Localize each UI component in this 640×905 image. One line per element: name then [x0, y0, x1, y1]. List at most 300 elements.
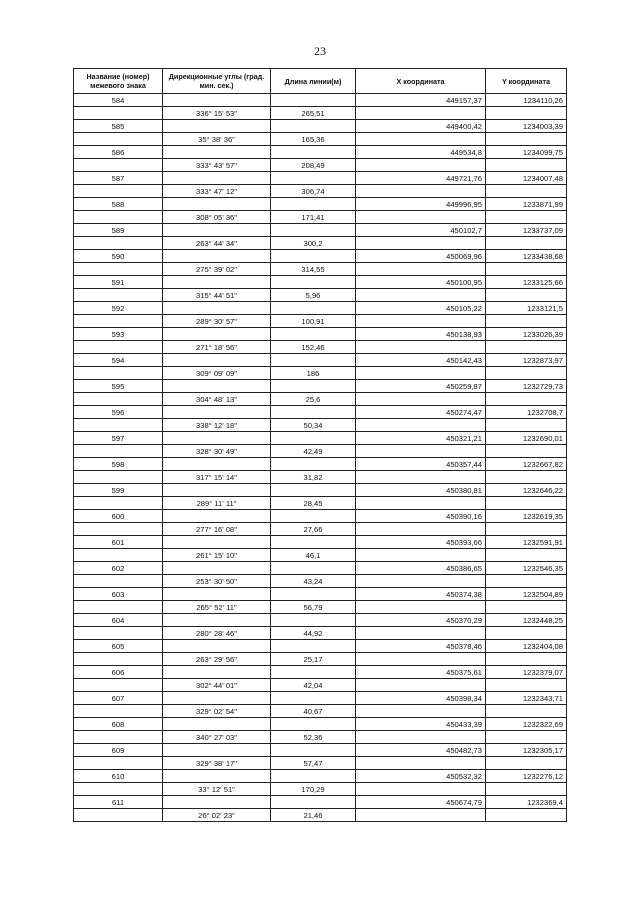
empty-cell — [271, 432, 356, 445]
table-row-point — [74, 536, 567, 549]
empty-cell — [486, 601, 567, 614]
table-row-segment — [74, 419, 567, 432]
empty-cell — [486, 159, 567, 172]
y-coordinate-cell: 1234007,48 — [486, 172, 567, 185]
x-coordinate-cell: 450386,65 — [356, 562, 486, 575]
empty-cell — [486, 731, 567, 744]
table-row-segment — [74, 601, 567, 614]
empty-cell — [356, 523, 486, 536]
empty-cell — [486, 679, 567, 692]
direction-angle-cell: 333° 47' 12" — [163, 185, 271, 198]
y-coordinate-cell: 1233121,5 — [486, 302, 567, 315]
x-coordinate-cell: 450390,16 — [356, 510, 486, 523]
table-row-point — [74, 484, 567, 497]
table-row-point — [74, 198, 567, 211]
line-length-cell: 43,24 — [271, 575, 356, 588]
empty-cell — [356, 185, 486, 198]
line-length-cell: 44,92 — [271, 627, 356, 640]
y-coordinate-cell: 1233737,09 — [486, 224, 567, 237]
y-coordinate-cell: 1234003,39 — [486, 120, 567, 133]
empty-cell — [356, 809, 486, 822]
empty-cell — [356, 705, 486, 718]
empty-cell — [356, 419, 486, 432]
table-row-segment — [74, 809, 567, 822]
x-coordinate-cell: 450138,93 — [356, 328, 486, 341]
empty-cell — [486, 523, 567, 536]
empty-cell — [271, 484, 356, 497]
line-length-cell: 25,6 — [271, 393, 356, 406]
empty-cell — [271, 614, 356, 627]
x-coordinate-cell: 450433,39 — [356, 718, 486, 731]
y-coordinate-cell: 1232369,4 — [486, 796, 567, 809]
x-coordinate-cell: 449400,42 — [356, 120, 486, 133]
empty-cell — [74, 107, 163, 120]
table-row-point — [74, 380, 567, 393]
point-name-cell: 600 — [74, 510, 163, 523]
empty-cell — [356, 653, 486, 666]
x-coordinate-cell: 450142,43 — [356, 354, 486, 367]
y-coordinate-cell: 1232873,97 — [486, 354, 567, 367]
empty-cell — [271, 224, 356, 237]
table-row-segment — [74, 679, 567, 692]
table-row-point — [74, 510, 567, 523]
empty-cell — [74, 185, 163, 198]
table-row-point — [74, 614, 567, 627]
empty-cell — [163, 224, 271, 237]
x-coordinate-cell: 449157,37 — [356, 94, 486, 107]
empty-cell — [163, 406, 271, 419]
line-length-cell: 52,36 — [271, 731, 356, 744]
table-row-point — [74, 354, 567, 367]
direction-angle-cell: 336° 15' 53" — [163, 107, 271, 120]
table-row-segment — [74, 289, 567, 302]
empty-cell — [486, 471, 567, 484]
x-coordinate-cell: 450375,61 — [356, 666, 486, 679]
point-name-cell: 592 — [74, 302, 163, 315]
direction-angle-cell: 333° 43' 57" — [163, 159, 271, 172]
empty-cell — [163, 770, 271, 783]
x-coordinate-cell: 450398,34 — [356, 692, 486, 705]
x-coordinate-cell: 450274,47 — [356, 406, 486, 419]
header-name: Название (номер) межевого знака — [74, 69, 163, 94]
empty-cell — [356, 471, 486, 484]
empty-cell — [163, 536, 271, 549]
x-coordinate-cell: 450259,87 — [356, 380, 486, 393]
empty-cell — [163, 588, 271, 601]
empty-cell — [486, 367, 567, 380]
point-name-cell: 608 — [74, 718, 163, 731]
y-coordinate-cell: 1233125,66 — [486, 276, 567, 289]
empty-cell — [163, 718, 271, 731]
direction-angle-cell: 275° 39' 02" — [163, 263, 271, 276]
point-name-cell: 603 — [74, 588, 163, 601]
empty-cell — [271, 458, 356, 471]
point-name-cell: 604 — [74, 614, 163, 627]
empty-cell — [486, 653, 567, 666]
direction-angle-cell: 35° 38' 36" — [163, 133, 271, 146]
table-row-point — [74, 770, 567, 783]
empty-cell — [486, 445, 567, 458]
point-name-cell: 606 — [74, 666, 163, 679]
empty-cell — [163, 94, 271, 107]
y-coordinate-cell: 1232708,7 — [486, 406, 567, 419]
empty-cell — [271, 744, 356, 757]
table-body — [74, 94, 567, 822]
y-coordinate-cell: 1232667,82 — [486, 458, 567, 471]
empty-cell — [74, 237, 163, 250]
line-length-cell: 28,45 — [271, 497, 356, 510]
empty-cell — [74, 263, 163, 276]
line-length-cell: 306,74 — [271, 185, 356, 198]
point-name-cell: 588 — [74, 198, 163, 211]
empty-cell — [271, 666, 356, 679]
y-coordinate-cell: 1233026,39 — [486, 328, 567, 341]
empty-cell — [271, 796, 356, 809]
table-row-point — [74, 276, 567, 289]
y-coordinate-cell: 1233438,68 — [486, 250, 567, 263]
empty-cell — [356, 341, 486, 354]
table-row-segment — [74, 367, 567, 380]
empty-cell — [163, 484, 271, 497]
empty-cell — [486, 289, 567, 302]
line-length-cell: 31,82 — [271, 471, 356, 484]
empty-cell — [163, 666, 271, 679]
x-coordinate-cell: 449996,95 — [356, 198, 486, 211]
direction-angle-cell: 33° 12' 51" — [163, 783, 271, 796]
table-row-point — [74, 302, 567, 315]
line-length-cell: 170,29 — [271, 783, 356, 796]
table-row-segment — [74, 575, 567, 588]
y-coordinate-cell: 1232305,17 — [486, 744, 567, 757]
empty-cell — [356, 575, 486, 588]
table-row-point — [74, 224, 567, 237]
y-coordinate-cell: 1232690,01 — [486, 432, 567, 445]
table-row-segment — [74, 705, 567, 718]
empty-cell — [74, 627, 163, 640]
x-coordinate-cell: 450370,29 — [356, 614, 486, 627]
empty-cell — [74, 731, 163, 744]
y-coordinate-cell: 1233871,99 — [486, 198, 567, 211]
empty-cell — [486, 185, 567, 198]
point-name-cell: 607 — [74, 692, 163, 705]
empty-cell — [486, 705, 567, 718]
empty-cell — [74, 289, 163, 302]
table-row-point — [74, 562, 567, 575]
empty-cell — [74, 367, 163, 380]
line-length-cell: 21,46 — [271, 809, 356, 822]
empty-cell — [356, 289, 486, 302]
line-length-cell: 208,49 — [271, 159, 356, 172]
empty-cell — [486, 783, 567, 796]
point-name-cell: 593 — [74, 328, 163, 341]
empty-cell — [486, 263, 567, 276]
line-length-cell: 42,49 — [271, 445, 356, 458]
empty-cell — [74, 575, 163, 588]
empty-cell — [74, 471, 163, 484]
empty-cell — [356, 549, 486, 562]
empty-cell — [163, 796, 271, 809]
header-angle: Дирекционные углы (град. мин. сек.) — [163, 69, 271, 94]
empty-cell — [356, 393, 486, 406]
direction-angle-cell: 263° 44' 34" — [163, 237, 271, 250]
point-name-cell: 611 — [74, 796, 163, 809]
point-name-cell: 597 — [74, 432, 163, 445]
empty-cell — [74, 159, 163, 172]
empty-cell — [74, 133, 163, 146]
empty-cell — [163, 432, 271, 445]
empty-cell — [486, 497, 567, 510]
empty-cell — [271, 536, 356, 549]
point-name-cell: 601 — [74, 536, 163, 549]
empty-cell — [74, 419, 163, 432]
point-name-cell: 598 — [74, 458, 163, 471]
y-coordinate-cell: 1232448,25 — [486, 614, 567, 627]
direction-angle-cell: 328° 30' 49" — [163, 445, 271, 458]
direction-angle-cell: 263° 29' 56" — [163, 653, 271, 666]
empty-cell — [356, 263, 486, 276]
empty-cell — [163, 692, 271, 705]
empty-cell — [486, 341, 567, 354]
empty-cell — [74, 757, 163, 770]
x-coordinate-cell: 450357,44 — [356, 458, 486, 471]
line-length-cell: 25,17 — [271, 653, 356, 666]
line-length-cell: 42,04 — [271, 679, 356, 692]
empty-cell — [486, 575, 567, 588]
empty-cell — [271, 328, 356, 341]
empty-cell — [74, 653, 163, 666]
table-row-segment — [74, 263, 567, 276]
empty-cell — [356, 679, 486, 692]
point-name-cell: 610 — [74, 770, 163, 783]
header-length: Длина линии(м) — [271, 69, 356, 94]
empty-cell — [271, 510, 356, 523]
empty-cell — [271, 198, 356, 211]
x-coordinate-cell: 450105,22 — [356, 302, 486, 315]
table-row-segment — [74, 315, 567, 328]
direction-angle-cell: 340° 27' 03" — [163, 731, 271, 744]
table-row-point — [74, 692, 567, 705]
point-name-cell: 589 — [74, 224, 163, 237]
empty-cell — [271, 250, 356, 263]
line-length-cell: 46,1 — [271, 549, 356, 562]
empty-cell — [74, 211, 163, 224]
empty-cell — [356, 237, 486, 250]
y-coordinate-cell: 1232404,08 — [486, 640, 567, 653]
empty-cell — [271, 120, 356, 133]
point-name-cell: 586 — [74, 146, 163, 159]
point-name-cell: 609 — [74, 744, 163, 757]
point-name-cell: 590 — [74, 250, 163, 263]
empty-cell — [163, 250, 271, 263]
table-row-segment — [74, 627, 567, 640]
empty-cell — [356, 757, 486, 770]
empty-cell — [271, 562, 356, 575]
empty-cell — [74, 549, 163, 562]
empty-cell — [163, 614, 271, 627]
table-row-point — [74, 744, 567, 757]
table-row-segment — [74, 757, 567, 770]
y-coordinate-cell: 1234110,26 — [486, 94, 567, 107]
empty-cell — [163, 744, 271, 757]
table-row-point — [74, 172, 567, 185]
empty-cell — [486, 627, 567, 640]
x-coordinate-cell: 450674,79 — [356, 796, 486, 809]
direction-angle-cell: 302° 44' 01" — [163, 679, 271, 692]
empty-cell — [271, 588, 356, 601]
direction-angle-cell: 317° 15' 14" — [163, 471, 271, 484]
empty-cell — [271, 354, 356, 367]
y-coordinate-cell: 1232379,07 — [486, 666, 567, 679]
direction-angle-cell: 289° 11' 11" — [163, 497, 271, 510]
direction-angle-cell: 329° 02' 54" — [163, 705, 271, 718]
point-name-cell: 587 — [74, 172, 163, 185]
empty-cell — [163, 146, 271, 159]
line-length-cell: 56,79 — [271, 601, 356, 614]
empty-cell — [163, 640, 271, 653]
x-coordinate-cell: 450069,96 — [356, 250, 486, 263]
table-row-point — [74, 588, 567, 601]
table-row-point — [74, 718, 567, 731]
line-length-cell: 152,46 — [271, 341, 356, 354]
table-row-point — [74, 432, 567, 445]
point-name-cell: 585 — [74, 120, 163, 133]
line-length-cell: 165,36 — [271, 133, 356, 146]
table-row-point — [74, 458, 567, 471]
y-coordinate-cell: 1232546,35 — [486, 562, 567, 575]
point-name-cell: 596 — [74, 406, 163, 419]
empty-cell — [356, 367, 486, 380]
empty-cell — [356, 133, 486, 146]
x-coordinate-cell: 450393,66 — [356, 536, 486, 549]
empty-cell — [271, 94, 356, 107]
empty-cell — [74, 809, 163, 822]
header-y: Y координата — [486, 69, 567, 94]
empty-cell — [163, 276, 271, 289]
empty-cell — [74, 679, 163, 692]
line-length-cell: 186 — [271, 367, 356, 380]
table-row-segment — [74, 445, 567, 458]
line-length-cell: 314,55 — [271, 263, 356, 276]
empty-cell — [74, 341, 163, 354]
empty-cell — [356, 159, 486, 172]
direction-angle-cell: 315° 44' 51" — [163, 289, 271, 302]
table-row-segment — [74, 653, 567, 666]
empty-cell — [271, 640, 356, 653]
empty-cell — [271, 302, 356, 315]
empty-cell — [74, 705, 163, 718]
x-coordinate-cell: 450482,73 — [356, 744, 486, 757]
table-row-point — [74, 328, 567, 341]
table-row-segment — [74, 393, 567, 406]
x-coordinate-cell: 450532,32 — [356, 770, 486, 783]
x-coordinate-cell: 449721,76 — [356, 172, 486, 185]
direction-angle-cell: 277° 16' 08" — [163, 523, 271, 536]
table-row-segment — [74, 341, 567, 354]
empty-cell — [163, 328, 271, 341]
empty-cell — [356, 731, 486, 744]
table-row-segment — [74, 549, 567, 562]
line-length-cell: 300,2 — [271, 237, 356, 250]
table-row-point — [74, 146, 567, 159]
direction-angle-cell: 26° 02' 23" — [163, 809, 271, 822]
direction-angle-cell: 304° 48' 13" — [163, 393, 271, 406]
empty-cell — [163, 198, 271, 211]
empty-cell — [486, 393, 567, 406]
direction-angle-cell: 309° 09' 09" — [163, 367, 271, 380]
x-coordinate-cell: 449534,8 — [356, 146, 486, 159]
empty-cell — [356, 627, 486, 640]
y-coordinate-cell: 1232276,12 — [486, 770, 567, 783]
y-coordinate-cell: 1232343,71 — [486, 692, 567, 705]
y-coordinate-cell: 1232646,22 — [486, 484, 567, 497]
direction-angle-cell: 271° 18' 56" — [163, 341, 271, 354]
line-length-cell: 100,91 — [271, 315, 356, 328]
empty-cell — [163, 172, 271, 185]
empty-cell — [163, 510, 271, 523]
table-row-point — [74, 94, 567, 107]
empty-cell — [271, 172, 356, 185]
y-coordinate-cell: 1232619,35 — [486, 510, 567, 523]
line-length-cell: 40,67 — [271, 705, 356, 718]
empty-cell — [486, 419, 567, 432]
line-length-cell: 5,96 — [271, 289, 356, 302]
empty-cell — [74, 783, 163, 796]
point-name-cell: 599 — [74, 484, 163, 497]
empty-cell — [486, 211, 567, 224]
empty-cell — [356, 497, 486, 510]
empty-cell — [356, 211, 486, 224]
x-coordinate-cell: 450380,81 — [356, 484, 486, 497]
empty-cell — [356, 445, 486, 458]
point-name-cell: 591 — [74, 276, 163, 289]
direction-angle-cell: 338° 12' 18" — [163, 419, 271, 432]
table-row-segment — [74, 783, 567, 796]
point-name-cell: 605 — [74, 640, 163, 653]
empty-cell — [271, 692, 356, 705]
empty-cell — [271, 718, 356, 731]
table-row-point — [74, 666, 567, 679]
point-name-cell: 584 — [74, 94, 163, 107]
empty-cell — [271, 276, 356, 289]
y-coordinate-cell: 1232322,69 — [486, 718, 567, 731]
y-coordinate-cell: 1232591,91 — [486, 536, 567, 549]
y-coordinate-cell: 1234099,75 — [486, 146, 567, 159]
table-row-segment — [74, 159, 567, 172]
table-row-point — [74, 640, 567, 653]
empty-cell — [74, 393, 163, 406]
table-row-segment — [74, 237, 567, 250]
direction-angle-cell: 308° 05' 36" — [163, 211, 271, 224]
line-length-cell: 265,51 — [271, 107, 356, 120]
direction-angle-cell: 253° 30' 50" — [163, 575, 271, 588]
empty-cell — [356, 315, 486, 328]
empty-cell — [486, 133, 567, 146]
x-coordinate-cell: 450102,7 — [356, 224, 486, 237]
table-row-segment — [74, 211, 567, 224]
empty-cell — [74, 523, 163, 536]
table-row-point — [74, 120, 567, 133]
table-row-segment — [74, 133, 567, 146]
table-row-point — [74, 796, 567, 809]
empty-cell — [271, 146, 356, 159]
line-length-cell: 171,41 — [271, 211, 356, 224]
point-name-cell: 602 — [74, 562, 163, 575]
x-coordinate-cell: 450378,46 — [356, 640, 486, 653]
empty-cell — [163, 120, 271, 133]
direction-angle-cell: 280° 28' 46" — [163, 627, 271, 640]
table-row-segment — [74, 471, 567, 484]
empty-cell — [271, 380, 356, 393]
